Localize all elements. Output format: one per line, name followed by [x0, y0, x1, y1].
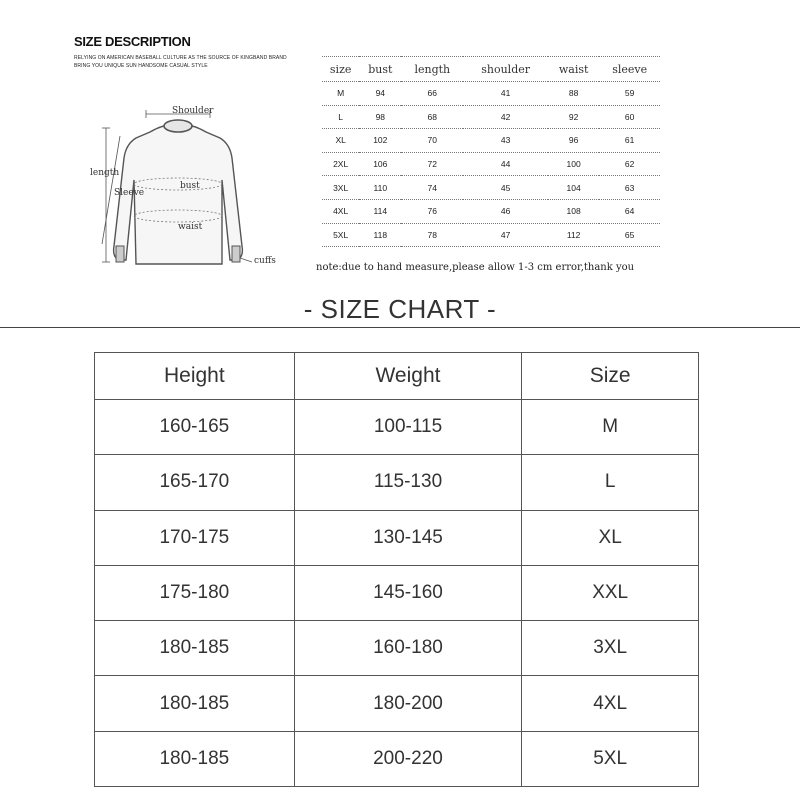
size-chart-cell: 180-200	[294, 676, 522, 731]
size-chart-cell: 180-185	[95, 731, 295, 786]
measurement-row	[322, 199, 660, 223]
measurement-cell: 88	[548, 82, 599, 106]
measurement-cell: 92	[548, 105, 599, 129]
measurement-cell: 78	[401, 223, 463, 247]
waist-label: waist	[178, 222, 203, 232]
measurement-cell: 100	[548, 152, 599, 176]
measurement-cell: 60	[599, 105, 660, 129]
measurement-header: waist	[548, 57, 599, 82]
measurement-cell: 5XL	[322, 223, 359, 247]
size-chart-cell: 165-170	[95, 455, 295, 510]
measurement-cell: 106	[359, 152, 401, 176]
description-line-1: RELYING ON AMERICAN BASEBALL CULTURE AS THE SOURCE OF KINGBAND BRAND	[74, 55, 287, 61]
measurement-cell: 62	[599, 152, 660, 176]
measurement-row	[322, 82, 660, 106]
measurement-cell: 110	[359, 176, 401, 200]
measurement-cell: 98	[359, 105, 401, 129]
section-divider	[0, 327, 800, 328]
measurement-cell: 66	[401, 82, 463, 106]
measurement-table	[322, 56, 660, 247]
size-chart-cell: 5XL	[522, 731, 699, 786]
size-description-title: SIZE DESCRIPTION	[74, 34, 191, 49]
measurement-row	[322, 176, 660, 200]
measurement-note: note:due to hand measure,please allow 1-3 cm error,thank you	[316, 262, 635, 273]
size-chart-row	[95, 621, 699, 676]
size-chart-cell: 4XL	[522, 676, 699, 731]
measurement-cell: 3XL	[322, 176, 359, 200]
measurement-cell: 114	[359, 199, 401, 223]
measurement-cell: 118	[359, 223, 401, 247]
measurement-cell: 63	[599, 176, 660, 200]
measurement-cell: L	[322, 105, 359, 129]
measurement-cell: 59	[599, 82, 660, 106]
size-chart-header: Size	[522, 353, 699, 400]
measurement-cell: 74	[401, 176, 463, 200]
size-chart-cell: 200-220	[294, 731, 522, 786]
measurement-cell: 96	[548, 129, 599, 153]
size-chart-cell: 175-180	[95, 565, 295, 620]
measurement-cell: 2XL	[322, 152, 359, 176]
measurement-cell: 64	[599, 199, 660, 223]
size-chart-cell: 115-130	[294, 455, 522, 510]
size-chart-cell: L	[522, 455, 699, 510]
measurement-cell: 47	[463, 223, 548, 247]
size-chart-title: - SIZE CHART -	[303, 294, 497, 324]
measurement-cell: 70	[401, 129, 463, 153]
measurement-cell: 45	[463, 176, 548, 200]
measurement-cell: 72	[401, 152, 463, 176]
description-line-2: BRING YOU UNIQUE SUN HANDSOME CASUAL STYLE	[74, 63, 208, 69]
measurement-header: sleeve	[599, 57, 660, 82]
measurement-cell: 102	[359, 129, 401, 153]
measurement-header: shoulder	[463, 57, 548, 82]
bust-label: bust	[180, 181, 200, 191]
measurement-cell: M	[322, 82, 359, 106]
measurement-header-row	[322, 57, 660, 82]
measurement-header: bust	[359, 57, 401, 82]
measurement-cell: 44	[463, 152, 548, 176]
measurement-cell: 42	[463, 105, 548, 129]
size-chart-row	[95, 676, 699, 731]
size-chart-row	[95, 455, 699, 510]
sweater-illustration	[80, 96, 300, 286]
size-chart-cell: 180-185	[95, 676, 295, 731]
measurement-row	[322, 223, 660, 247]
size-chart-cell: 160-180	[294, 621, 522, 676]
measurement-cell: 76	[401, 199, 463, 223]
size-chart-header-row	[95, 353, 699, 400]
measurement-header: length	[401, 57, 463, 82]
size-chart-cell: 130-145	[294, 510, 522, 565]
measurement-row	[322, 152, 660, 176]
length-label: length	[90, 168, 120, 178]
measurement-cell: 46	[463, 199, 548, 223]
measurement-cell: XL	[322, 129, 359, 153]
sleeve-label: Sleeve	[114, 188, 145, 198]
measurement-cell: 41	[463, 82, 548, 106]
size-chart-row	[95, 400, 699, 455]
size-chart-cell: 100-115	[294, 400, 522, 455]
measurement-header: size	[322, 57, 359, 82]
measurement-cell: 65	[599, 223, 660, 247]
size-chart-header: Height	[95, 353, 295, 400]
shoulder-label: Shoulder	[172, 106, 214, 116]
measurement-row	[322, 129, 660, 153]
cuffs-label: cuffs	[254, 256, 276, 266]
measurement-cell: 68	[401, 105, 463, 129]
size-chart-cell: 180-185	[95, 621, 295, 676]
measurement-cell: 4XL	[322, 199, 359, 223]
measurement-cell: 61	[599, 129, 660, 153]
size-chart-row	[95, 510, 699, 565]
measurement-cell: 94	[359, 82, 401, 106]
measurement-cell: 108	[548, 199, 599, 223]
size-chart-cell: 170-175	[95, 510, 295, 565]
size-chart-cell: XXL	[522, 565, 699, 620]
measurement-row	[322, 105, 660, 129]
measurement-cell: 43	[463, 129, 548, 153]
size-chart-cell: 160-165	[95, 400, 295, 455]
size-chart-row	[95, 731, 699, 786]
size-chart-header: Weight	[294, 353, 522, 400]
size-chart-cell: 145-160	[294, 565, 522, 620]
size-chart-table	[94, 352, 699, 787]
size-chart-row	[95, 565, 699, 620]
measurement-cell: 112	[548, 223, 599, 247]
size-chart-cell: XL	[522, 510, 699, 565]
measurement-cell: 104	[548, 176, 599, 200]
size-chart-cell: M	[522, 400, 699, 455]
size-chart-cell: 3XL	[522, 621, 699, 676]
